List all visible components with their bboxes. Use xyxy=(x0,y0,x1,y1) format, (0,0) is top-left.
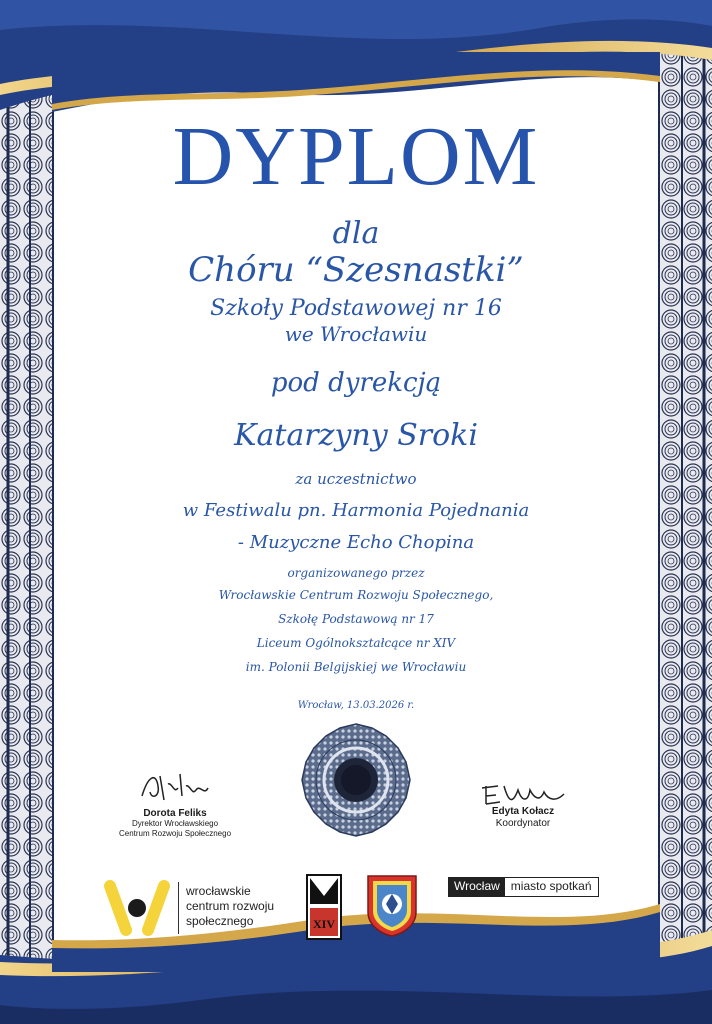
wroclaw-brand-b: miasto spotkań xyxy=(505,878,598,896)
wcrs-line-1: wrocławskie xyxy=(186,884,251,898)
festival-line-2: - Muzyczne Echo Chopina xyxy=(237,532,475,553)
diploma-title: DYPLOM xyxy=(172,110,540,203)
organized-by: organizowanego przez xyxy=(287,566,425,580)
signer-left-role-1: Dyrektor Wrocławskiego xyxy=(131,819,219,828)
signer-right-role: Koordynator xyxy=(495,818,551,829)
participation-text: za uczestnictwo xyxy=(295,470,417,488)
conductor-name: Katarzyny Sroki xyxy=(234,418,478,453)
conducted-by: pod dyrekcją xyxy=(270,368,442,398)
dedication-for: dla xyxy=(332,216,380,251)
wcrs-logo-icon xyxy=(104,880,170,936)
wcrs-divider xyxy=(178,882,179,934)
festival-line-1: w Festiwalu pn. Harmonia Pojednania xyxy=(182,500,530,521)
signer-right-name: Edyta Kołacz xyxy=(491,806,555,817)
school-crest-icon xyxy=(366,872,418,938)
signature-right-block xyxy=(458,806,588,830)
signer-left-role-2: Centrum Rozwoju Społecznego xyxy=(118,829,232,838)
organizer-4: im. Polonii Belgijskiej we Wrocławiu xyxy=(245,660,467,674)
lo-xiv-numeral: XIV xyxy=(312,917,336,931)
wcrs-logo-text xyxy=(186,884,274,929)
wroclaw-brand-a: Wrocław xyxy=(449,878,505,896)
choir-name: Chóru “Szesnastki” xyxy=(188,250,524,290)
organizer-3: Liceum Ogólnokształcące nr XIV xyxy=(256,636,456,650)
wcrs-line-2: centrum rozwoju xyxy=(186,899,275,913)
school-line-2: we Wrocławiu xyxy=(284,322,428,346)
organizer-1: Wrocławskie Centrum Rozwoju Społecznego, xyxy=(218,588,494,602)
wroclaw-brand-logo xyxy=(448,877,599,897)
official-seal xyxy=(298,722,414,838)
signature-left xyxy=(138,766,218,806)
signature-left-block xyxy=(100,808,250,839)
school-line-1: Szkoły Podstawowej nr 16 xyxy=(210,296,502,321)
signer-left-name: Dorota Feliks xyxy=(143,808,207,819)
lo-xiv-logo-icon xyxy=(306,874,342,940)
wcrs-line-3: społecznego xyxy=(186,914,254,928)
organizer-2: Szkołę Podstawową nr 17 xyxy=(278,612,434,626)
place-and-date: Wrocław, 13.03.2026 r. xyxy=(297,700,415,711)
